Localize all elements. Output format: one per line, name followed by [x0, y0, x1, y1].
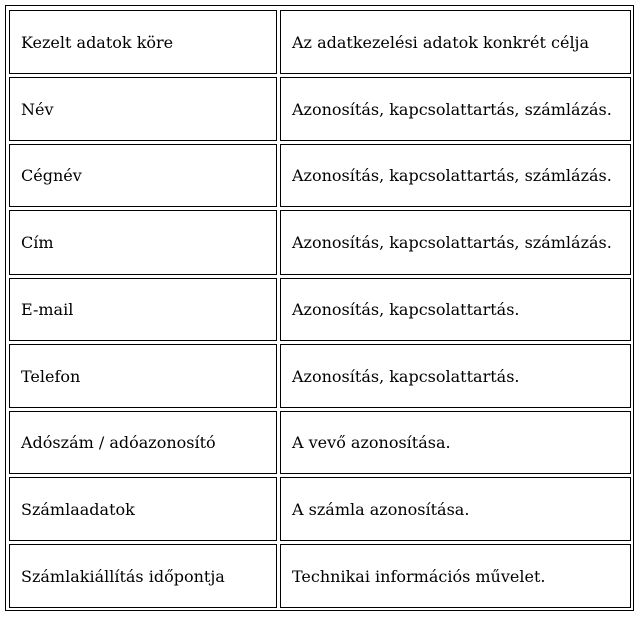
table-row-purpose: Azonosítás, kapcsolattartás, számlázás.	[280, 77, 631, 141]
table-row-label: Adószám / adóazonosító	[9, 411, 277, 474]
table-row-purpose: Azonosítás, kapcsolattartás.	[280, 344, 631, 408]
table-row-label: Név	[9, 77, 277, 141]
table-row-label: Cím	[9, 210, 277, 275]
table-row-purpose: A számla azonosítása.	[280, 477, 631, 541]
table-row-label: Telefon	[9, 344, 277, 408]
header-purpose: Az adatkezelési adatok konkrét célja	[280, 10, 631, 74]
table-row-purpose: Azonosítás, kapcsolattartás, számlázás.	[280, 210, 631, 275]
table-row-purpose: Azonosítás, kapcsolattartás.	[280, 278, 631, 341]
table-row-label: Számlaadatok	[9, 477, 277, 541]
table-row-purpose: Azonosítás, kapcsolattartás, számlázás.	[280, 144, 631, 207]
table-row-label: Számlakiállítás időpontja	[9, 544, 277, 608]
table-row-label: E-mail	[9, 278, 277, 341]
table-row-purpose: A vevő azonosítása.	[280, 411, 631, 474]
header-data-scope: Kezelt adatok köre	[9, 10, 277, 74]
table-row-label: Cégnév	[9, 144, 277, 207]
table-row-purpose: Technikai információs művelet.	[280, 544, 631, 608]
